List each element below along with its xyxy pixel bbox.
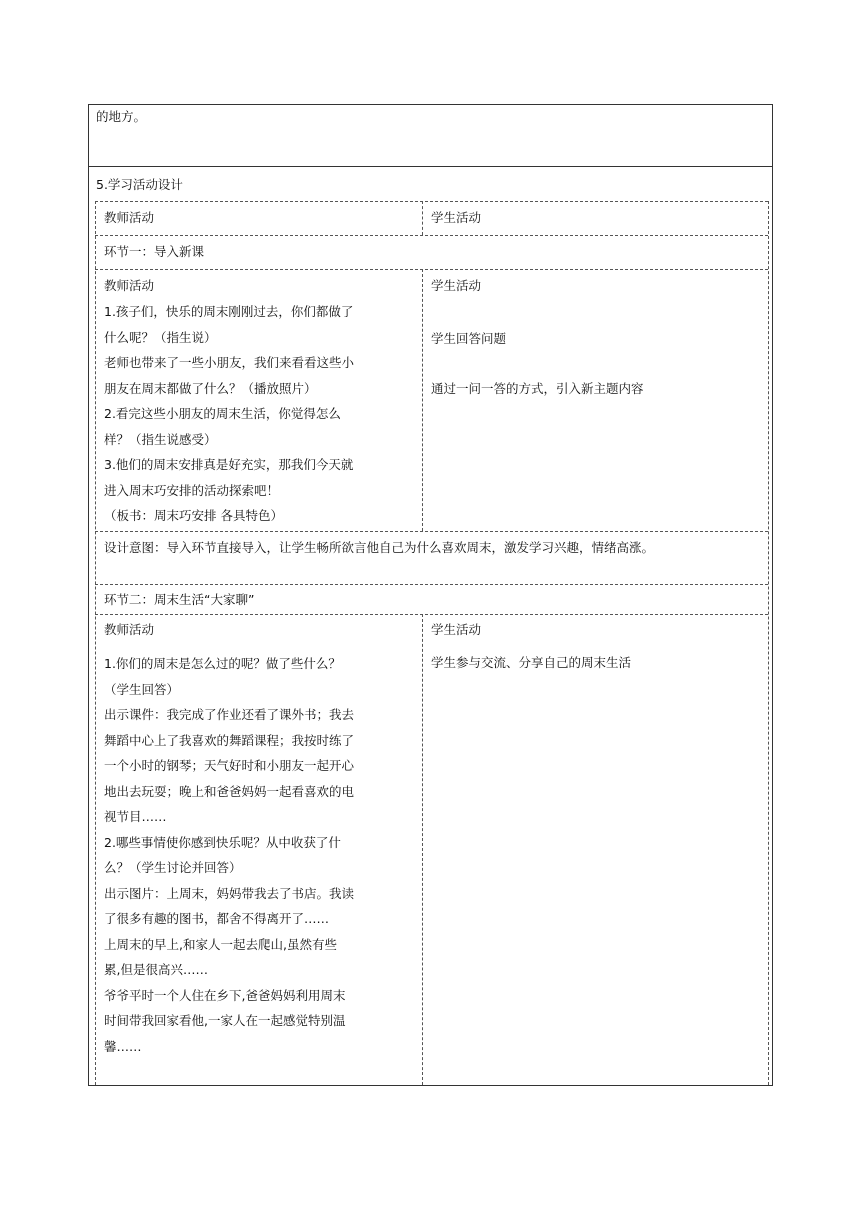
teacher-line: 累,但是很高兴…… xyxy=(104,962,208,977)
teacher-line: 上周末的早上,和家人一起去爬山,虽然有些 xyxy=(104,936,337,952)
outer-row-divider xyxy=(88,166,773,167)
inner-border-top xyxy=(95,201,768,202)
stage2-teacher-lines xyxy=(104,651,354,1059)
teacher-line: 2.哪些事情使你感到快乐呢？从中收获了什 xyxy=(104,834,341,850)
column-divider xyxy=(422,269,423,531)
header-teacher: 教师活动 xyxy=(104,210,155,225)
stage1-teacher-label: 教师活动 xyxy=(104,278,155,293)
inner-divider xyxy=(95,235,768,236)
inner-border-right xyxy=(768,201,769,1085)
teacher-line: 进入周末巧安排的活动探索吧！ xyxy=(104,482,280,498)
teacher-line: 3.他们的周末安排真是好充实，那我们今天就 xyxy=(104,457,354,472)
inner-divider xyxy=(95,614,768,615)
header-student: 学生活动 xyxy=(431,210,482,225)
inner-border-left xyxy=(95,201,96,1085)
teacher-line: 朋友在周末都做了什么？（播放照片） xyxy=(104,380,317,396)
teacher-line: 出示图片：上周末，妈妈带我去了书店。我读 xyxy=(104,885,355,901)
inner-divider xyxy=(95,584,768,585)
teacher-line: 视节目…… xyxy=(104,809,167,824)
teacher-line: 舞蹈中心上了我喜欢的舞蹈课程；我按时练了 xyxy=(104,732,355,748)
teacher-line: 一个小时的钢琴；天气好时和小朋友一起开心 xyxy=(104,758,355,773)
teacher-line: 么？（学生讨论并回答） xyxy=(104,860,242,875)
design-intent: 设计意图：导入环节直接导入，让学生畅所欲言他自己为什么喜欢周末，激发学习兴趣，情绪高涨。 xyxy=(104,540,655,555)
column-divider xyxy=(422,201,423,235)
teacher-line: 了很多有趣的图书，都舍不得离开了…… xyxy=(104,911,330,926)
inner-divider xyxy=(95,531,768,532)
stage1-title: 环节一：导入新课 xyxy=(104,244,205,259)
teacher-line: 地出去玩耍；晚上和爸爸妈妈一起看喜欢的电 xyxy=(104,783,355,799)
teacher-line: 时间带我回家看他,一家人在一起感觉特别温 xyxy=(104,1013,346,1028)
inner-divider xyxy=(95,269,768,270)
column-divider xyxy=(422,614,423,1085)
teacher-line: 馨…… xyxy=(104,1038,142,1054)
teacher-line: （板书：周末巧安排 各具特色） xyxy=(104,508,283,523)
stage2-teacher-label: 教师活动 xyxy=(104,622,155,637)
stage2-student-text: 学生参与交流、分享自己的周末生活 xyxy=(431,655,632,670)
teacher-line: 爷爷平时一个人住在乡下,爸爸妈妈利用周末 xyxy=(104,987,346,1003)
stage1-teacher-lines xyxy=(104,299,354,529)
stage1-student-note: 通过一问一答的方式，引入新主题内容 xyxy=(431,381,644,396)
teacher-line: 1.孩子们，快乐的周末刚刚过去，你们都做了 xyxy=(104,304,354,319)
teacher-line: （学生回答） xyxy=(104,681,180,697)
teacher-line: 老师也带来了一些小朋友，我们来看看这些小 xyxy=(104,355,355,370)
section-title: 5.学习活动设计 xyxy=(96,177,183,192)
teacher-line: 出示课件：我完成了作业还看了课外书；我去 xyxy=(104,707,355,722)
teacher-line: 什么呢？（指生说） xyxy=(104,329,217,345)
top-row-text: 的地方。 xyxy=(96,109,147,124)
teacher-line: 1.你们的周末是怎么过的呢？做了些什么？ xyxy=(104,656,341,671)
stage1-student-answer: 学生回答问题 xyxy=(431,331,507,346)
stage2-student-label: 学生活动 xyxy=(431,622,482,637)
teacher-line: 2.看完这些小朋友的周末生活，你觉得怎么 xyxy=(104,406,341,421)
stage2-title: 环节二：周末生活“大家聊” xyxy=(104,592,255,607)
stage1-student-label: 学生活动 xyxy=(431,278,482,293)
teacher-line: 样？（指生说感受） xyxy=(104,431,217,447)
